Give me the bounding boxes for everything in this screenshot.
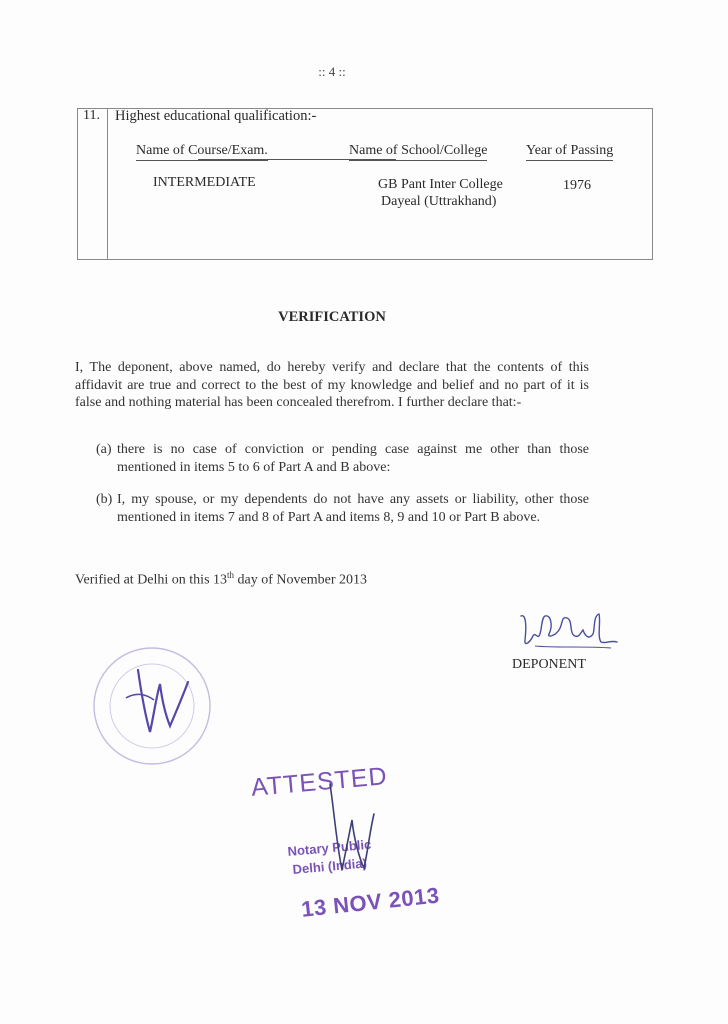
item-number: 11. <box>83 108 100 123</box>
box-divider <box>107 109 108 259</box>
verification-heading: VERIFICATION <box>278 309 386 325</box>
course-value: INTERMEDIATE <box>153 175 256 190</box>
notary-signature <box>320 780 380 880</box>
notary-line-2: Delhi (India) <box>292 855 368 877</box>
item-text: there is no case of conviction or pending case against me other than those mentioned in items 5 to 6 of Part A and B above: <box>117 442 589 475</box>
declaration-item-a <box>96 441 589 476</box>
item-label: (b) <box>96 492 113 507</box>
column-header-year: Year of Passing <box>526 143 613 161</box>
verified-ordinal: th <box>227 570 235 580</box>
verified-suffix: day of November 2013 <box>234 572 368 588</box>
year-value: 1976 <box>563 178 591 193</box>
column-header-course: Name of Course/Exam. <box>136 143 268 161</box>
school-value-line1: GB Pant Inter College <box>378 177 503 192</box>
deponent-label: DEPONENT <box>512 657 586 672</box>
item-text: I, my spouse, or my dependents do not have any assets or liability, other those mentioned in items 7 and 8 of Part A and items 8, 9 and 10 or Part B above. <box>117 492 589 525</box>
deponent-signature <box>515 606 620 654</box>
verified-prefix: Verified at Delhi on this 13 <box>75 572 228 588</box>
qualification-box <box>77 108 653 260</box>
verification-date-line <box>75 570 367 589</box>
declaration-item-b <box>96 491 589 526</box>
verification-paragraph: I, The deponent, above named, do hereby verify and declare that the contents of this affidavit are true and correct to the best of my knowledge and belief and no part of it is false and nothing material has been concealed therefrom. I further declare that:- <box>75 360 589 410</box>
attested-stamp: ATTESTED <box>250 762 389 802</box>
qualification-title: Highest educational qualification:- <box>115 108 317 124</box>
school-value-line2: Dayeal (Uttrakhand) <box>381 194 497 209</box>
date-stamp: 13 NOV 2013 <box>300 882 441 922</box>
column-header-school: Name of School/College <box>349 143 487 161</box>
notary-line-1: Notary Public <box>287 836 372 859</box>
notary-seal <box>86 628 221 783</box>
item-label: (a) <box>96 442 112 457</box>
page-number: :: 4 :: <box>318 64 346 79</box>
